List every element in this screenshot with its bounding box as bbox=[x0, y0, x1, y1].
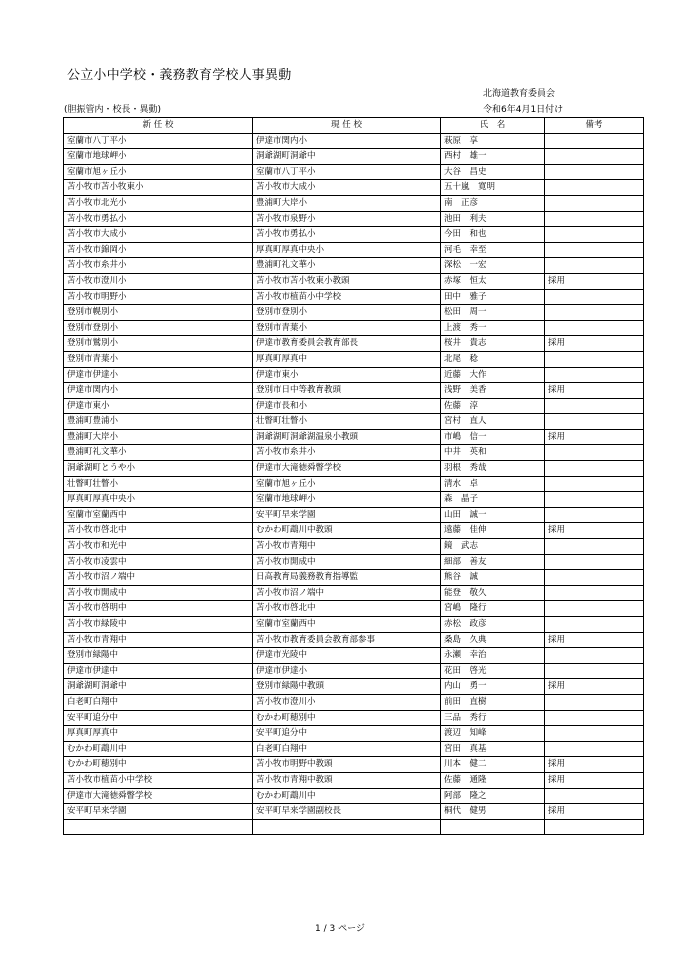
name-cell: 深松 一宏 bbox=[441, 258, 545, 274]
remarks-cell bbox=[545, 195, 644, 211]
current-school-cell: 苫小牧市教育委員会教育部参事 bbox=[253, 632, 441, 648]
new-school-cell: 伊達市東小 bbox=[64, 398, 253, 414]
table-row bbox=[64, 741, 644, 757]
remarks-cell bbox=[545, 414, 644, 430]
remarks-cell bbox=[545, 648, 644, 664]
table-row bbox=[64, 648, 644, 664]
name-cell: 大谷 昌史 bbox=[441, 164, 545, 180]
name-cell: 能登 敬久 bbox=[441, 585, 545, 601]
new-school-cell: 苫小牧市錦岡小 bbox=[64, 242, 253, 258]
name-cell: 西村 雄一 bbox=[441, 149, 545, 165]
remarks-cell: 採用 bbox=[545, 523, 644, 539]
name-cell: 桑島 久典 bbox=[441, 632, 545, 648]
name-cell: 近藤 大作 bbox=[441, 367, 545, 383]
name-cell: 桐代 健男 bbox=[441, 804, 545, 820]
name-cell: 池田 利夫 bbox=[441, 211, 545, 227]
remarks-cell: 採用 bbox=[545, 383, 644, 399]
current-school-cell: 苫小牧市啓北中 bbox=[253, 601, 441, 617]
page-number: 1 / 3 ページ bbox=[315, 924, 365, 934]
new-school-cell: 苫小牧市沼ノ端中 bbox=[64, 570, 253, 586]
remarks-cell bbox=[545, 320, 644, 336]
name-cell: 桜井 貴志 bbox=[441, 336, 545, 352]
table-row bbox=[64, 461, 644, 477]
remarks-cell: 採用 bbox=[545, 757, 644, 773]
table-row bbox=[64, 710, 644, 726]
remarks-cell bbox=[545, 305, 644, 321]
table-row bbox=[64, 804, 644, 820]
new-school-cell: 安平町追分中 bbox=[64, 710, 253, 726]
table-row bbox=[64, 383, 644, 399]
table-row bbox=[64, 351, 644, 367]
new-school-cell: 壮瞥町壮瞥小 bbox=[64, 476, 253, 492]
table-row bbox=[64, 336, 644, 352]
current-school-cell: 伊達市東小 bbox=[253, 367, 441, 383]
name-cell: 森 晶子 bbox=[441, 492, 545, 508]
name-cell: 萩原 享 bbox=[441, 133, 545, 149]
name-cell: 赤松 政彦 bbox=[441, 617, 545, 633]
remarks-cell bbox=[545, 164, 644, 180]
remarks-cell bbox=[545, 351, 644, 367]
remarks-cell bbox=[545, 788, 644, 804]
name-cell: 上渡 秀一 bbox=[441, 320, 545, 336]
col-header-new-school: 新 任 校 bbox=[64, 118, 253, 134]
name-cell: 河毛 幸至 bbox=[441, 242, 545, 258]
current-school-cell: 苫小牧市大成小 bbox=[253, 180, 441, 196]
table-row bbox=[64, 414, 644, 430]
remarks-cell bbox=[545, 180, 644, 196]
name-cell: 宮村 直人 bbox=[441, 414, 545, 430]
new-school-cell: 登別市青葉小 bbox=[64, 351, 253, 367]
table-row bbox=[64, 663, 644, 679]
remarks-cell bbox=[545, 726, 644, 742]
remarks-cell bbox=[545, 710, 644, 726]
new-school-cell: 登別市鷲別小 bbox=[64, 336, 253, 352]
name-cell: 宮田 真基 bbox=[441, 741, 545, 757]
table-row bbox=[64, 195, 644, 211]
current-school-cell: 壮瞥町壮瞥小 bbox=[253, 414, 441, 430]
table-row bbox=[64, 679, 644, 695]
new-school-cell: 厚真町厚真中 bbox=[64, 726, 253, 742]
remarks-cell bbox=[545, 617, 644, 633]
new-school-cell: 伊達市大滝徳舜瞥学校 bbox=[64, 788, 253, 804]
remarks-cell: 採用 bbox=[545, 679, 644, 695]
col-header-name: 氏 名 bbox=[441, 118, 545, 134]
remarks-cell bbox=[545, 227, 644, 243]
name-cell: 内山 勇一 bbox=[441, 679, 545, 695]
remarks-cell: 採用 bbox=[545, 804, 644, 820]
new-school-cell: 苫小牧市大成小 bbox=[64, 227, 253, 243]
table-row bbox=[64, 585, 644, 601]
remarks-cell: 採用 bbox=[545, 429, 644, 445]
current-school-cell: 厚真町厚真中央小 bbox=[253, 242, 441, 258]
name-cell: 田中 雅子 bbox=[441, 289, 545, 305]
name-cell: 佐藤 通隆 bbox=[441, 772, 545, 788]
table-row bbox=[64, 429, 644, 445]
current-school-cell: 登別市登別小 bbox=[253, 305, 441, 321]
table-row bbox=[64, 492, 644, 508]
remarks-cell bbox=[545, 663, 644, 679]
remarks-cell bbox=[545, 741, 644, 757]
current-school-cell: 伊達市関内小 bbox=[253, 133, 441, 149]
remarks-cell bbox=[545, 211, 644, 227]
remarks-cell bbox=[545, 289, 644, 305]
remarks-cell bbox=[545, 492, 644, 508]
table-row bbox=[64, 570, 644, 586]
current-school-cell: むかわ町鵡川中 bbox=[253, 788, 441, 804]
remarks-cell bbox=[545, 694, 644, 710]
current-school-cell: 室蘭市八丁平小 bbox=[253, 164, 441, 180]
remarks-cell bbox=[545, 539, 644, 555]
table-row bbox=[64, 242, 644, 258]
effective-date: 令和6年4月1日付け bbox=[483, 105, 564, 115]
remarks-cell bbox=[545, 398, 644, 414]
name-cell: 花田 啓光 bbox=[441, 663, 545, 679]
name-cell: 熊谷 誠 bbox=[441, 570, 545, 586]
table-row bbox=[64, 445, 644, 461]
table-row bbox=[64, 164, 644, 180]
current-school-cell: 苫小牧市開成中 bbox=[253, 554, 441, 570]
remarks-cell bbox=[545, 476, 644, 492]
current-school-cell: 苫小牧市糸井小 bbox=[253, 445, 441, 461]
remarks-cell bbox=[545, 554, 644, 570]
document-title: 公立小中学校・義務教育学校人事異動 bbox=[67, 68, 292, 83]
new-school-cell: 伊達市伊達中 bbox=[64, 663, 253, 679]
new-school-cell: 洞爺湖町洞爺中 bbox=[64, 679, 253, 695]
current-school-cell: 苫小牧市苫小牧東小教頭 bbox=[253, 273, 441, 289]
remarks-cell: 採用 bbox=[545, 273, 644, 289]
name-cell: 松田 周一 bbox=[441, 305, 545, 321]
table-row bbox=[64, 305, 644, 321]
new-school-cell: 苫小牧市苫小牧東小 bbox=[64, 180, 253, 196]
new-school-cell: 豊浦町大岸小 bbox=[64, 429, 253, 445]
current-school-cell: 室蘭市旭ヶ丘小 bbox=[253, 476, 441, 492]
name-cell: 羽根 秀哉 bbox=[441, 461, 545, 477]
new-school-cell: 苫小牧市緑陵中 bbox=[64, 617, 253, 633]
current-school-cell: 登別市日中等教育教頭 bbox=[253, 383, 441, 399]
empty-cell bbox=[545, 819, 644, 835]
new-school-cell: 伊達市関内小 bbox=[64, 383, 253, 399]
remarks-cell bbox=[545, 242, 644, 258]
name-cell: 前田 直樹 bbox=[441, 694, 545, 710]
new-school-cell: 苫小牧市開成中 bbox=[64, 585, 253, 601]
new-school-cell: 豊浦町礼文華小 bbox=[64, 445, 253, 461]
remarks-cell: 採用 bbox=[545, 336, 644, 352]
new-school-cell: 苫小牧市糸井小 bbox=[64, 258, 253, 274]
name-cell: 阿部 隆之 bbox=[441, 788, 545, 804]
col-header-current-school: 現 任 校 bbox=[253, 118, 441, 134]
remarks-cell bbox=[545, 133, 644, 149]
name-cell: 遠藤 佳伸 bbox=[441, 523, 545, 539]
new-school-cell: 安平町早来学園 bbox=[64, 804, 253, 820]
table-row bbox=[64, 367, 644, 383]
new-school-cell: 苫小牧市和光中 bbox=[64, 539, 253, 555]
table-row bbox=[64, 149, 644, 165]
current-school-cell: 厚真町厚真中 bbox=[253, 351, 441, 367]
new-school-cell: 室蘭市地球岬小 bbox=[64, 149, 253, 165]
current-school-cell: 洞爺湖町洞爺湖温泉小教頭 bbox=[253, 429, 441, 445]
current-school-cell: 伊達市大滝徳舜瞥学校 bbox=[253, 461, 441, 477]
current-school-cell: 室蘭市室蘭西中 bbox=[253, 617, 441, 633]
name-cell: 南 正彦 bbox=[441, 195, 545, 211]
current-school-cell: 苫小牧市青翔中 bbox=[253, 539, 441, 555]
table-row bbox=[64, 133, 644, 149]
table-row bbox=[64, 632, 644, 648]
current-school-cell: むかわ町鵡川中教頭 bbox=[253, 523, 441, 539]
current-school-cell: 苫小牧市沼ノ端中 bbox=[253, 585, 441, 601]
name-cell: 細部 善友 bbox=[441, 554, 545, 570]
current-school-cell: 日高教育局義務教育指導監 bbox=[253, 570, 441, 586]
current-school-cell: 登別市青葉小 bbox=[253, 320, 441, 336]
name-cell: 永瀬 幸治 bbox=[441, 648, 545, 664]
new-school-cell: 苫小牧市青翔中 bbox=[64, 632, 253, 648]
name-cell: 五十嵐 寛明 bbox=[441, 180, 545, 196]
empty-cell bbox=[253, 819, 441, 835]
current-school-cell: 伊達市長和小 bbox=[253, 398, 441, 414]
current-school-cell: 安平町早来学園 bbox=[253, 507, 441, 523]
col-header-remarks: 備考 bbox=[545, 118, 644, 134]
table-row-empty bbox=[64, 819, 644, 835]
name-cell: 渡辺 知峰 bbox=[441, 726, 545, 742]
new-school-cell: 登別市緑陽中 bbox=[64, 648, 253, 664]
new-school-cell: 洞爺湖町とうや小 bbox=[64, 461, 253, 477]
new-school-cell: 厚真町厚真中央小 bbox=[64, 492, 253, 508]
current-school-cell: 安平町追分中 bbox=[253, 726, 441, 742]
table-row bbox=[64, 320, 644, 336]
table-row bbox=[64, 757, 644, 773]
remarks-cell bbox=[545, 585, 644, 601]
table-row bbox=[64, 788, 644, 804]
table-row bbox=[64, 476, 644, 492]
current-school-cell: 苫小牧市泉野小 bbox=[253, 211, 441, 227]
name-cell: 宮嶋 隆行 bbox=[441, 601, 545, 617]
table-row bbox=[64, 523, 644, 539]
remarks-cell: 採用 bbox=[545, 772, 644, 788]
name-cell: 中井 英和 bbox=[441, 445, 545, 461]
new-school-cell: 室蘭市旭ヶ丘小 bbox=[64, 164, 253, 180]
new-school-cell: 苫小牧市北光小 bbox=[64, 195, 253, 211]
table-row bbox=[64, 554, 644, 570]
current-school-cell: 伊達市伊達小 bbox=[253, 663, 441, 679]
name-cell: 山田 誠一 bbox=[441, 507, 545, 523]
scope-note: (胆振管内・校長・異動) bbox=[64, 105, 162, 115]
table-row bbox=[64, 507, 644, 523]
current-school-cell: 白老町白翔中 bbox=[253, 741, 441, 757]
remarks-cell bbox=[545, 445, 644, 461]
new-school-cell: 苫小牧市澄川小 bbox=[64, 273, 253, 289]
new-school-cell: 豊浦町豊浦小 bbox=[64, 414, 253, 430]
name-cell: 清水 卓 bbox=[441, 476, 545, 492]
table-body bbox=[64, 133, 644, 835]
remarks-cell bbox=[545, 570, 644, 586]
table-row bbox=[64, 726, 644, 742]
empty-cell bbox=[64, 819, 253, 835]
current-school-cell: 豊浦町大岸小 bbox=[253, 195, 441, 211]
new-school-cell: 苫小牧市植苗小中学校 bbox=[64, 772, 253, 788]
current-school-cell: 伊達市光陵中 bbox=[253, 648, 441, 664]
current-school-cell: 室蘭市地球岬小 bbox=[253, 492, 441, 508]
current-school-cell: 登別市緑陽中教頭 bbox=[253, 679, 441, 695]
new-school-cell: 室蘭市八丁平小 bbox=[64, 133, 253, 149]
new-school-cell: 登別市登別小 bbox=[64, 320, 253, 336]
new-school-cell: 登別市幌別小 bbox=[64, 305, 253, 321]
current-school-cell: 豊浦町礼文華小 bbox=[253, 258, 441, 274]
new-school-cell: 室蘭市室蘭西中 bbox=[64, 507, 253, 523]
new-school-cell: むかわ町穂別中 bbox=[64, 757, 253, 773]
remarks-cell bbox=[545, 507, 644, 523]
name-cell: 佐藤 淳 bbox=[441, 398, 545, 414]
name-cell: 北尾 稔 bbox=[441, 351, 545, 367]
new-school-cell: むかわ町鵡川中 bbox=[64, 741, 253, 757]
table-row bbox=[64, 539, 644, 555]
name-cell: 今田 和也 bbox=[441, 227, 545, 243]
name-cell: 市嶋 信一 bbox=[441, 429, 545, 445]
current-school-cell: 伊達市教育委員会教育部長 bbox=[253, 336, 441, 352]
remarks-cell bbox=[545, 461, 644, 477]
new-school-cell: 苫小牧市勇払小 bbox=[64, 211, 253, 227]
table-row bbox=[64, 617, 644, 633]
table-row bbox=[64, 601, 644, 617]
current-school-cell: 洞爺湖町洞爺中 bbox=[253, 149, 441, 165]
table-header-row bbox=[64, 118, 644, 134]
table-row bbox=[64, 772, 644, 788]
table-row bbox=[64, 289, 644, 305]
name-cell: 赤塚 恒太 bbox=[441, 273, 545, 289]
table-row bbox=[64, 398, 644, 414]
table-row bbox=[64, 273, 644, 289]
new-school-cell: 苫小牧市啓明中 bbox=[64, 601, 253, 617]
name-cell: 鏡 武志 bbox=[441, 539, 545, 555]
new-school-cell: 苫小牧市啓北中 bbox=[64, 523, 253, 539]
current-school-cell: むかわ町穂別中 bbox=[253, 710, 441, 726]
table-row bbox=[64, 211, 644, 227]
new-school-cell: 白老町白翔中 bbox=[64, 694, 253, 710]
current-school-cell: 苫小牧市勇払小 bbox=[253, 227, 441, 243]
remarks-cell bbox=[545, 149, 644, 165]
table-row bbox=[64, 694, 644, 710]
current-school-cell: 苫小牧市澄川小 bbox=[253, 694, 441, 710]
remarks-cell bbox=[545, 601, 644, 617]
current-school-cell: 苫小牧市青翔中教頭 bbox=[253, 772, 441, 788]
issuing-organization: 北海道教育委員会 bbox=[483, 89, 556, 99]
current-school-cell: 苫小牧市植苗小中学校 bbox=[253, 289, 441, 305]
new-school-cell: 伊達市伊達小 bbox=[64, 367, 253, 383]
table-row bbox=[64, 180, 644, 196]
name-cell: 三品 秀行 bbox=[441, 710, 545, 726]
current-school-cell: 安平町早来学園副校長 bbox=[253, 804, 441, 820]
remarks-cell bbox=[545, 367, 644, 383]
name-cell: 浅野 美香 bbox=[441, 383, 545, 399]
empty-cell bbox=[441, 819, 545, 835]
remarks-cell bbox=[545, 258, 644, 274]
remarks-cell: 採用 bbox=[545, 632, 644, 648]
current-school-cell: 苫小牧市明野中教頭 bbox=[253, 757, 441, 773]
table-row bbox=[64, 227, 644, 243]
name-cell: 川本 健二 bbox=[441, 757, 545, 773]
table-row bbox=[64, 258, 644, 274]
new-school-cell: 苫小牧市凌雲中 bbox=[64, 554, 253, 570]
new-school-cell: 苫小牧市明野小 bbox=[64, 289, 253, 305]
personnel-table bbox=[63, 117, 644, 835]
